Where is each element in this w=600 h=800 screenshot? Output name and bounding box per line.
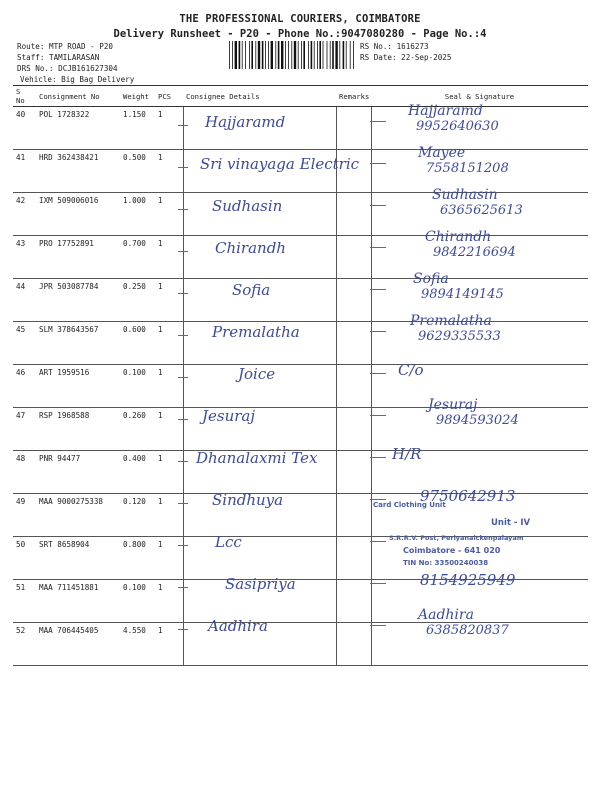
table-row xyxy=(13,365,588,408)
table-row xyxy=(13,623,588,666)
pen-tick-mark xyxy=(370,163,386,164)
table-row xyxy=(13,150,588,193)
cell-pcs: 1 xyxy=(155,451,183,494)
handwritten-signature: Sofia xyxy=(413,271,449,287)
cell-signature xyxy=(371,322,588,365)
handwritten-signature: 8154925949 xyxy=(420,571,516,589)
cell-consignment: JPR 503087784 xyxy=(36,279,120,322)
handwritten-phone: 9629335533 xyxy=(418,329,501,344)
cell-consignment: PNR 94477 xyxy=(36,451,120,494)
cell-weight: 0.250 xyxy=(120,279,155,322)
pen-tick-mark xyxy=(178,209,188,210)
cell-consignee xyxy=(183,193,336,236)
handwritten-consignee: Dhanalaxmi Tex xyxy=(196,449,318,467)
cell-sno: 49 xyxy=(13,494,36,537)
vehicle-label: Vehicle: Big Bag Delivery xyxy=(20,75,135,84)
cell-remarks xyxy=(336,451,371,494)
cell-signature xyxy=(371,408,588,451)
handwritten-consignee: Sasipriya xyxy=(225,575,296,593)
table-row xyxy=(13,236,588,279)
cell-weight: 0.400 xyxy=(120,451,155,494)
handwritten-consignee: Jesuraj xyxy=(202,407,256,425)
cell-pcs: 1 xyxy=(155,322,183,365)
pen-tick-mark xyxy=(178,587,188,588)
drs-label: DRS No.: DCJB161627304 xyxy=(17,64,118,73)
cell-consignment: MAA 711451881 xyxy=(36,580,120,623)
cell-pcs: 1 xyxy=(155,623,183,666)
cell-sno: 44 xyxy=(13,279,36,322)
pen-tick-mark xyxy=(370,625,386,626)
handwritten-consignee: Lcc xyxy=(215,533,242,551)
cell-remarks xyxy=(336,365,371,408)
cell-sno: 42 xyxy=(13,193,36,236)
pen-tick-mark xyxy=(178,377,188,378)
col-weight: Weight xyxy=(120,86,155,107)
stamp-line3: S.R.R.V. Post, Periyanaickenpalayam xyxy=(389,534,524,542)
cell-sno: 52 xyxy=(13,623,36,666)
handwritten-signature: Hajjaramd xyxy=(408,103,483,119)
cell-pcs: 1 xyxy=(155,107,183,150)
cell-sno: 40 xyxy=(13,107,36,150)
cell-remarks xyxy=(336,236,371,279)
cell-sno: 50 xyxy=(13,537,36,580)
cell-consignment: RSP 1968588 xyxy=(36,408,120,451)
cell-signature xyxy=(371,279,588,322)
handwritten-consignee: Sri vinayaga Electric xyxy=(200,155,360,173)
cell-sno: 46 xyxy=(13,365,36,408)
handwritten-signature: Chirandh xyxy=(425,229,492,245)
cell-pcs: 1 xyxy=(155,494,183,537)
pen-tick-mark xyxy=(178,545,188,546)
col-pcs: PCS xyxy=(155,86,183,107)
cell-consignee xyxy=(183,408,336,451)
cell-signature xyxy=(371,150,588,193)
cell-consignment: ART 1959516 xyxy=(36,365,120,408)
handwritten-phone: 9894149145 xyxy=(421,287,504,302)
pen-tick-mark xyxy=(178,461,188,462)
pen-tick-mark xyxy=(370,583,386,584)
table-row xyxy=(13,322,588,365)
handwritten-signature: C/o xyxy=(398,361,424,379)
table-row xyxy=(13,408,588,451)
pen-tick-mark xyxy=(178,167,188,168)
cell-consignee xyxy=(183,236,336,279)
cell-consignment: SRT 8658904 xyxy=(36,537,120,580)
cell-weight: 0.800 xyxy=(120,537,155,580)
cell-pcs: 1 xyxy=(155,279,183,322)
pen-tick-mark xyxy=(370,331,386,332)
col-signature: Seal & Signature xyxy=(371,86,588,107)
pen-tick-mark xyxy=(370,205,386,206)
cell-signature xyxy=(371,193,588,236)
handwritten-consignee: Sofia xyxy=(232,281,271,299)
pen-tick-mark xyxy=(178,125,188,126)
table-row xyxy=(13,279,588,322)
table-row xyxy=(13,193,588,236)
cell-consignee xyxy=(183,537,336,580)
cell-weight: 0.100 xyxy=(120,580,155,623)
cell-sno: 43 xyxy=(13,236,36,279)
handwritten-signature: Mayee xyxy=(418,145,466,161)
handwritten-phone: 6385820837 xyxy=(426,623,509,638)
cell-sno: 51 xyxy=(13,580,36,623)
cell-signature xyxy=(371,580,588,623)
handwritten-phone: 9842216694 xyxy=(433,245,516,260)
cell-pcs: 1 xyxy=(155,408,183,451)
handwritten-signature: Sudhasin xyxy=(432,187,498,203)
pen-tick-mark xyxy=(370,457,386,458)
pen-tick-mark xyxy=(370,247,386,248)
cell-pcs: 1 xyxy=(155,150,183,193)
cell-consignment: IXM 509006016 xyxy=(36,193,120,236)
cell-sno: 45 xyxy=(13,322,36,365)
cell-weight: 1.000 xyxy=(120,193,155,236)
col-consignment: Consignment No xyxy=(36,86,120,107)
cell-remarks xyxy=(336,580,371,623)
handwritten-consignee: Joice xyxy=(238,365,276,383)
cell-weight: 0.100 xyxy=(120,365,155,408)
rs-date-label: RS Date: 22-Sep-2025 xyxy=(360,53,452,62)
cell-remarks xyxy=(336,322,371,365)
handwritten-signature: H/R xyxy=(392,445,422,463)
cell-consignee xyxy=(183,322,336,365)
cell-pcs: 1 xyxy=(155,580,183,623)
company-title: THE PROFESSIONAL COURIERS, COIMBATORE xyxy=(179,13,421,25)
barcode-icon xyxy=(229,41,355,69)
handwritten-consignee: Chirandh xyxy=(215,239,286,257)
handwritten-consignee: Premalatha xyxy=(212,323,300,341)
cell-consignment: PRO 17752891 xyxy=(36,236,120,279)
cell-consignee xyxy=(183,150,336,193)
cell-weight: 0.500 xyxy=(120,150,155,193)
cell-consignment: POL 1728322 xyxy=(36,107,120,150)
handwritten-phone: 9894593024 xyxy=(436,413,519,428)
cell-consignment: MAA 706445405 xyxy=(36,623,120,666)
cell-consignee xyxy=(183,623,336,666)
handwritten-consignee: Sudhasin xyxy=(212,197,283,215)
pen-tick-mark xyxy=(178,503,188,504)
cell-consignee xyxy=(183,451,336,494)
pen-tick-mark xyxy=(370,289,386,290)
staff-label: Staff: TAMILARASAN xyxy=(17,53,100,62)
cell-consignment: HRD 362438421 xyxy=(36,150,120,193)
rs-no-label: RS No.: 1616273 xyxy=(360,42,429,51)
cell-sno: 41 xyxy=(13,150,36,193)
cell-remarks xyxy=(336,107,371,150)
cell-consignee xyxy=(183,279,336,322)
cell-consignment: SLM 378643567 xyxy=(36,322,120,365)
handwritten-consignee: Sindhuya xyxy=(212,491,284,509)
pen-tick-mark xyxy=(178,251,188,252)
cell-remarks xyxy=(336,537,371,580)
handwritten-phone: 6365625613 xyxy=(440,203,523,218)
cell-weight: 0.600 xyxy=(120,322,155,365)
pen-tick-mark xyxy=(178,335,188,336)
cell-remarks xyxy=(336,193,371,236)
cell-pcs: 1 xyxy=(155,193,183,236)
cell-remarks xyxy=(336,279,371,322)
cell-sno: 48 xyxy=(13,451,36,494)
table-header-row xyxy=(13,86,588,107)
col-remarks: Remarks xyxy=(336,86,371,107)
handwritten-consignee: Hajjaramd xyxy=(205,113,286,131)
cell-weight: 0.260 xyxy=(120,408,155,451)
cell-remarks xyxy=(336,494,371,537)
handwritten-signature: Jesuraj xyxy=(428,397,478,413)
cell-consignee xyxy=(183,580,336,623)
cell-remarks xyxy=(336,150,371,193)
cell-weight: 0.120 xyxy=(120,494,155,537)
runsheet-subtitle: Delivery Runsheet - P20 - Phone No.:9047080280 - Page No.:4 xyxy=(113,28,487,40)
cell-remarks xyxy=(336,408,371,451)
pen-tick-mark xyxy=(178,293,188,294)
handwritten-consignee: Aadhira xyxy=(208,617,268,635)
pen-tick-mark xyxy=(178,629,188,630)
pen-tick-mark xyxy=(370,373,386,374)
stamp-line2: Unit - IV xyxy=(491,518,531,528)
cell-signature xyxy=(371,623,588,666)
handwritten-signature: Aadhira xyxy=(418,607,474,623)
company-seal-stamp xyxy=(373,477,593,582)
pen-tick-mark xyxy=(370,415,386,416)
cell-signature xyxy=(371,365,588,408)
handwritten-phone: 9952640630 xyxy=(416,119,499,134)
cell-weight: 4.550 xyxy=(120,623,155,666)
cell-weight: 0.700 xyxy=(120,236,155,279)
stamp-line4: Coimbatore - 641 020 xyxy=(403,546,501,555)
stamp-line1: Card Clothing Unit xyxy=(373,501,446,509)
col-consignee: Consignee Details xyxy=(183,86,336,107)
handwritten-signature: Premalatha xyxy=(410,313,492,329)
pen-tick-mark xyxy=(178,419,188,420)
handwritten-signature: 9750642913 xyxy=(420,487,516,505)
cell-consignee xyxy=(183,494,336,537)
cell-consignee xyxy=(183,107,336,150)
col-sno: S No xyxy=(13,86,36,107)
cell-signature xyxy=(371,236,588,279)
cell-remarks xyxy=(336,623,371,666)
cell-signature xyxy=(371,107,588,150)
cell-weight: 1.150 xyxy=(120,107,155,150)
cell-consignee xyxy=(183,365,336,408)
cell-sno: 47 xyxy=(13,408,36,451)
handwritten-phone: 7558151208 xyxy=(426,161,509,176)
cell-pcs: 1 xyxy=(155,365,183,408)
stamp-line5: TIN No: 33500240038 xyxy=(403,559,489,567)
cell-pcs: 1 xyxy=(155,236,183,279)
pen-tick-mark xyxy=(370,121,386,122)
route-label: Route: MTP ROAD - P20 xyxy=(17,42,114,51)
cell-pcs: 1 xyxy=(155,537,183,580)
table-row xyxy=(13,580,588,623)
cell-consignment: MAA 9000275338 xyxy=(36,494,120,537)
table-row xyxy=(13,107,588,150)
